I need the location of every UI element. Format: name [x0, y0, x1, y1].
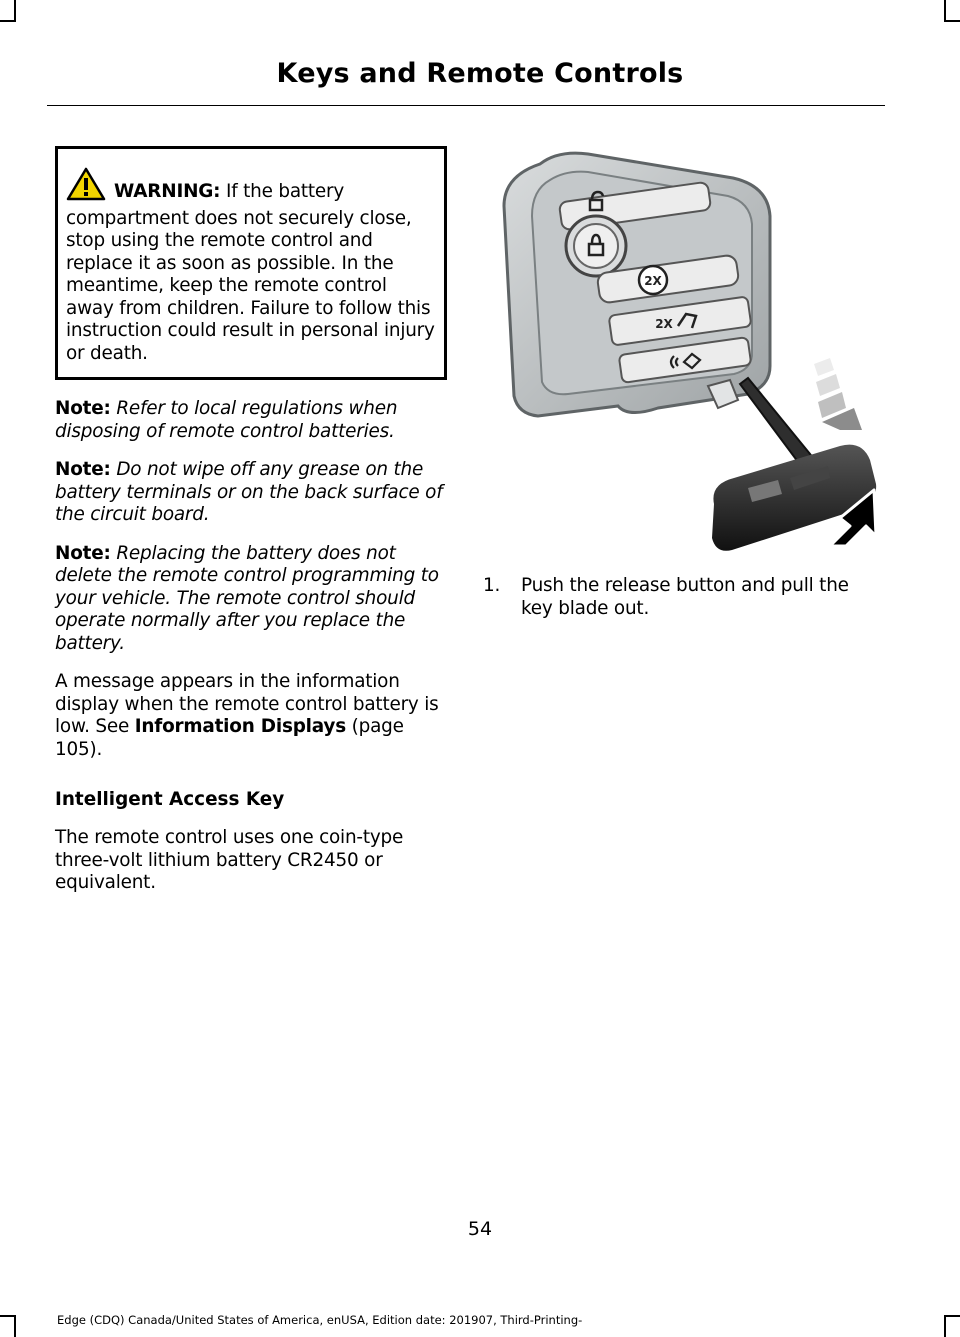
footer-edition: Edge (CDQ) Canada/United States of America, enUSA, Edition date: 201907, Third-Printing-: [57, 1313, 583, 1327]
note: [55, 398, 447, 443]
note: [55, 543, 447, 656]
liftgate-label: 2X: [655, 317, 673, 331]
note: [55, 459, 447, 527]
note-label: Note:: [55, 398, 111, 419]
crop-mark: [14, 0, 16, 22]
warning-text: If the battery compartment does not securely close, stop using the remote control and replace it as soon as possible. In the meantime, keep the remote control away from children. Failure to follow this instruction could result in personal injury or death.: [66, 181, 435, 364]
note-text: Refer to local regulations when disposing of remote control batteries.: [55, 398, 398, 442]
warning-triangle-icon: [66, 167, 106, 208]
step-number: 1.: [483, 575, 501, 596]
warning-box: [55, 146, 447, 380]
crop-mark: [944, 0, 946, 22]
note-text: Do not wipe off any grease on the battery terminals or on the back surface of the circuit board.: [55, 459, 443, 525]
note-text: Replacing the battery does not delete the remote control programming to your vehicle. The remote control should operate normally after you replace the battery.: [55, 542, 439, 654]
section-body: The remote control uses one coin-type three-volt lithium battery CR2450 or equivalent.: [55, 827, 404, 893]
warning-label: WARNING:: [114, 181, 221, 202]
header-divider: [47, 105, 885, 106]
left-column: [55, 146, 447, 895]
crop-mark: [944, 20, 960, 22]
step-text: Push the release button and pull the key blade out.: [521, 575, 849, 619]
button-lock[interactable]: [566, 216, 626, 276]
page-title: Keys and Remote Controls: [276, 58, 684, 89]
crop-mark: [0, 20, 16, 22]
key-fob-illustration: [478, 146, 886, 562]
section-heading: Intelligent Access Key: [55, 789, 285, 810]
crop-mark: [944, 1315, 946, 1337]
pull-direction-arrow: [814, 358, 862, 430]
crop-mark: [0, 1315, 16, 1317]
battery-message-paragraph: [55, 671, 447, 761]
step-item: [483, 575, 883, 620]
remote-start-label: 2X: [644, 274, 662, 288]
page-number: 54: [467, 1218, 493, 1240]
paragraph-text: A message appears in the information display when the remote control battery is low. See: [55, 671, 439, 737]
crop-mark: [944, 1315, 960, 1317]
note-label: Note:: [55, 459, 111, 480]
note-label: Note:: [55, 542, 111, 564]
paragraph-text: (page 105).: [55, 716, 404, 760]
crop-mark: [14, 1315, 16, 1337]
cross-reference-link[interactable]: Information Displays: [134, 716, 346, 737]
